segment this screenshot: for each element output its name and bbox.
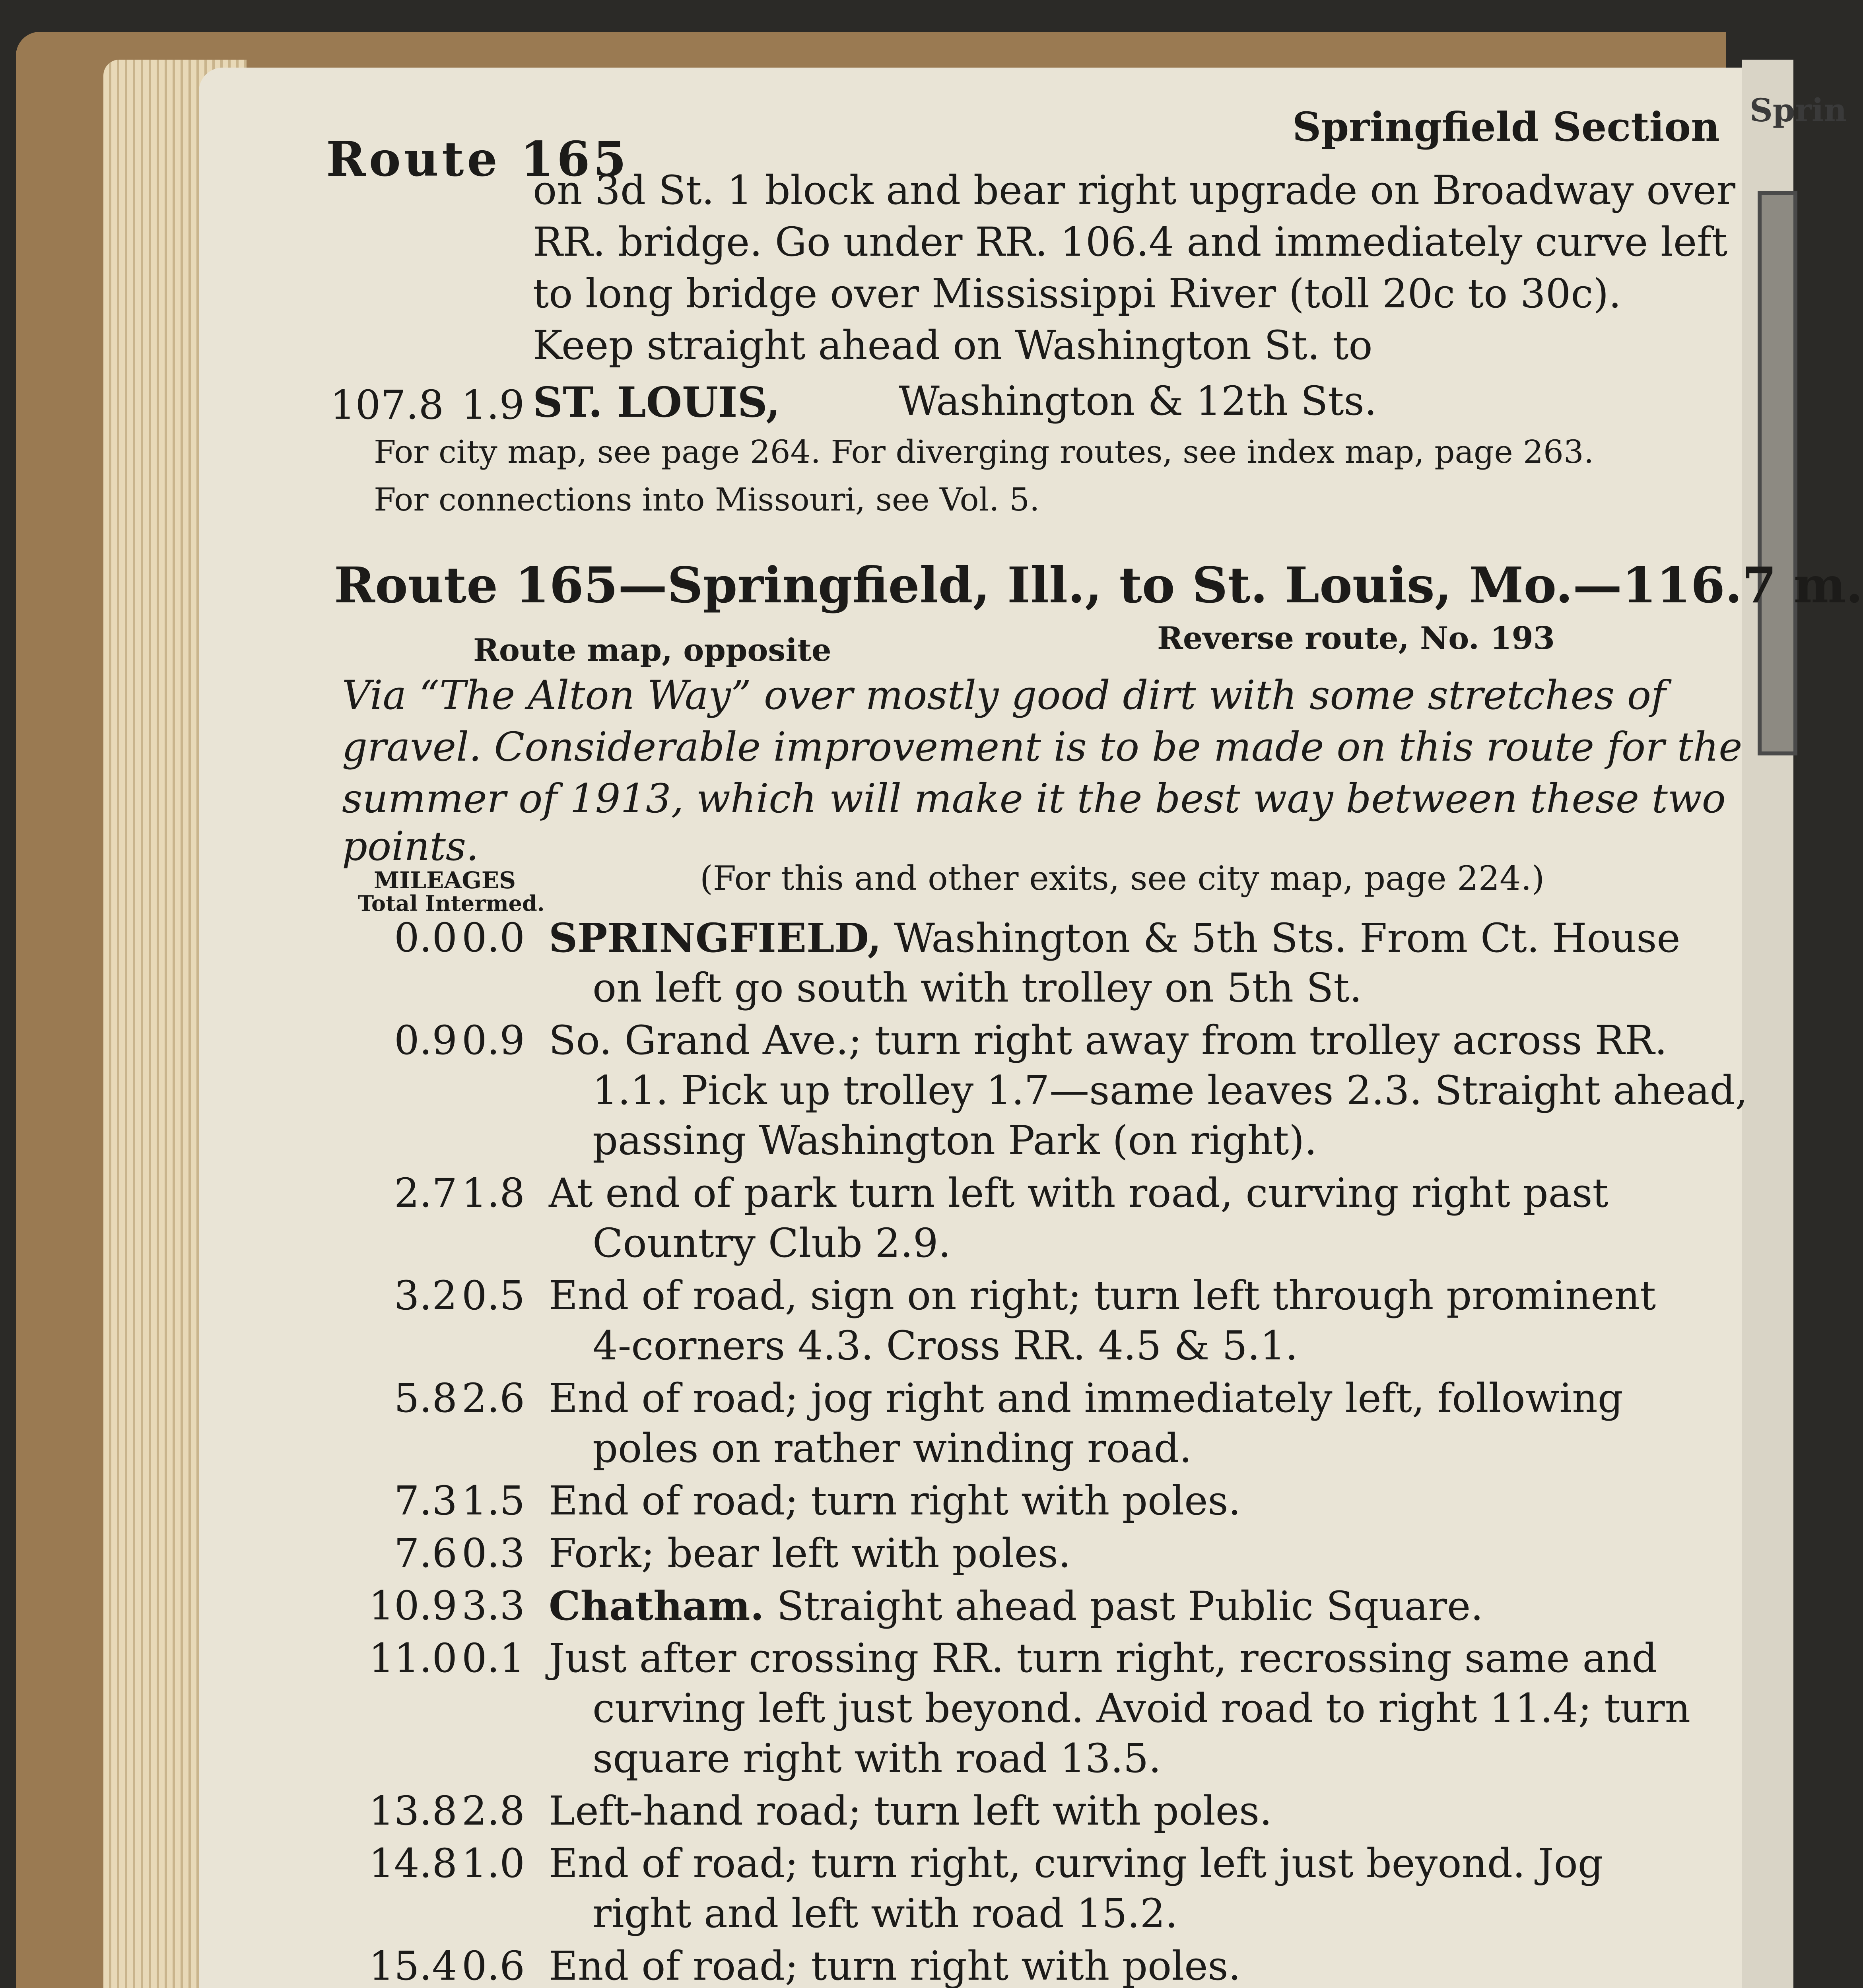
direction-text: End of road, sign on right; turn left through prominent bbox=[549, 1272, 1656, 1319]
route-title: Route 165—Springfield, Ill., to St. Louis, Mo.—116.7 m. bbox=[334, 557, 1863, 614]
running-head-route: Route 165 bbox=[326, 131, 630, 187]
direction-entry bbox=[199, 1582, 1742, 1633]
direction-entry bbox=[199, 1635, 1742, 1785]
direction-entry bbox=[199, 1530, 1742, 1580]
via-description-line: Via “The Alton Way” over mostly good dirt with some stretches of bbox=[342, 672, 1666, 718]
facing-page-photo bbox=[1758, 191, 1797, 755]
direction-entry bbox=[199, 1272, 1742, 1373]
book-page bbox=[199, 68, 1863, 1988]
direction-text: square right with road 13.5. bbox=[593, 1735, 1162, 1782]
direction-text: Left-hand road; turn left with poles. bbox=[549, 1788, 1272, 1834]
city-total-mileage: 107.8 bbox=[330, 382, 444, 428]
intermediate-mileage: 1.8 bbox=[461, 1170, 525, 1216]
direction-entry bbox=[199, 1477, 1742, 1528]
direction-text: Just after crossing RR. turn right, recrossing same and bbox=[549, 1635, 1657, 1681]
direction-text: So. Grand Ave.; turn right away from trolley across RR. bbox=[549, 1017, 1667, 1064]
direction-text: Chatham. Straight ahead past Public Square. bbox=[549, 1582, 1483, 1629]
direction-text: End of road; turn right with poles. bbox=[549, 1943, 1241, 1988]
direction-text: passing Washington Park (on right). bbox=[593, 1117, 1317, 1164]
direction-text: Fork; bear left with poles. bbox=[549, 1530, 1071, 1576]
via-description-line: summer of 1913, which will make it the best way between these two bbox=[342, 775, 1726, 822]
direction-entry bbox=[199, 1170, 1742, 1270]
direction-text: 4-corners 4.3. Cross RR. 4.5 & 5.1. bbox=[593, 1322, 1298, 1369]
intermediate-mileage: 3.3 bbox=[461, 1582, 525, 1629]
missouri-note: For connections into Missouri, see Vol. 5. bbox=[374, 481, 1040, 518]
reverse-route-label: Reverse route, No. 193 bbox=[1157, 620, 1555, 656]
total-mileage: 11.0 bbox=[369, 1635, 457, 1681]
direction-text: poles on rather winding road. bbox=[593, 1425, 1192, 1472]
direction-text: SPRINGFIELD, Washington & 5th Sts. From Ct. House bbox=[549, 914, 1680, 961]
total-mileage: 3.2 bbox=[394, 1272, 457, 1319]
direction-text: End of road; turn right, curving left just beyond. Jog bbox=[549, 1840, 1603, 1887]
direction-text: on left go south with trolley on 5th St. bbox=[593, 965, 1362, 1011]
exits-note: (For this and other exits, see city map, page 224.) bbox=[700, 859, 1545, 898]
direction-text: End of road; jog right and immediately left, following bbox=[549, 1375, 1623, 1421]
intermediate-mileage: 0.6 bbox=[461, 1943, 525, 1988]
facing-page-text: Sprin bbox=[1750, 91, 1847, 129]
direction-text: End of road; turn right with poles. bbox=[549, 1477, 1241, 1524]
direction-entry bbox=[199, 1375, 1742, 1475]
direction-text: curving left just beyond. Avoid road to right 11.4; turn bbox=[593, 1685, 1690, 1732]
intermediate-mileage: 2.8 bbox=[461, 1788, 525, 1834]
via-description-line: gravel. Considerable improvement is to be made on this route for the bbox=[342, 724, 1743, 770]
continuation-line: on 3d St. 1 block and bear right upgrade on Broadway over bbox=[533, 167, 1736, 214]
total-mileage: 13.8 bbox=[369, 1788, 457, 1834]
intermediate-mileage: 1.5 bbox=[461, 1477, 525, 1524]
direction-text: At end of park turn left with road, curving right past bbox=[549, 1170, 1609, 1216]
direction-entry bbox=[199, 1017, 1748, 1167]
total-mileage: 0.0 bbox=[394, 914, 457, 961]
continuation-line: RR. bridge. Go under RR. 106.4 and immediately curve left bbox=[533, 219, 1728, 265]
via-description-line: points. bbox=[342, 823, 479, 870]
route-map-label: Route map, opposite bbox=[473, 632, 831, 668]
mileages-heading: MILEAGES bbox=[374, 867, 516, 894]
total-mileage: 7.3 bbox=[394, 1477, 457, 1524]
total-mileage: 15.4 bbox=[369, 1943, 457, 1988]
intermediate-mileage: 0.3 bbox=[461, 1530, 525, 1576]
total-mileage: 7.6 bbox=[394, 1530, 457, 1576]
city-interm-mileage: 1.9 bbox=[461, 382, 525, 428]
city-name: ST. LOUIS, bbox=[533, 378, 781, 427]
intermediate-mileage: 0.1 bbox=[461, 1635, 525, 1681]
city-map-note: For city map, see page 264. For diverging routes, see index map, page 263. bbox=[374, 433, 1594, 470]
total-mileage: 5.8 bbox=[394, 1375, 457, 1421]
direction-entry bbox=[199, 1788, 1742, 1838]
direction-entry bbox=[199, 914, 1742, 1015]
facing-page-sliver bbox=[1742, 60, 1847, 1988]
continuation-line: Keep straight ahead on Washington St. to bbox=[533, 322, 1373, 369]
direction-text: Country Club 2.9. bbox=[593, 1220, 951, 1266]
intermediate-mileage: 2.6 bbox=[461, 1375, 525, 1421]
total-mileage: 10.9 bbox=[369, 1582, 457, 1629]
total-mileage: 14.8 bbox=[369, 1840, 457, 1887]
direction-entry bbox=[199, 1943, 1742, 1988]
intermediate-mileage: 0.5 bbox=[461, 1272, 525, 1319]
intermediate-mileage: 0.0 bbox=[461, 914, 525, 961]
running-head-section: Springfield Section bbox=[1292, 103, 1720, 150]
intermediate-mileage: 1.0 bbox=[461, 1840, 525, 1887]
mileages-subheading: Total Intermed. bbox=[358, 891, 545, 916]
intermediate-mileage: 0.9 bbox=[461, 1017, 525, 1064]
total-mileage: 2.7 bbox=[394, 1170, 457, 1216]
direction-text: right and left with road 15.2. bbox=[593, 1890, 1178, 1937]
city-address: Washington & 12th Sts. bbox=[899, 378, 1377, 424]
continuation-line: to long bridge over Mississippi River (toll 20c to 30c). bbox=[533, 270, 1622, 317]
total-mileage: 0.9 bbox=[394, 1017, 457, 1064]
direction-text: 1.1. Pick up trolley 1.7—same leaves 2.3. Straight ahead, bbox=[593, 1067, 1748, 1114]
direction-entry bbox=[199, 1840, 1742, 1940]
